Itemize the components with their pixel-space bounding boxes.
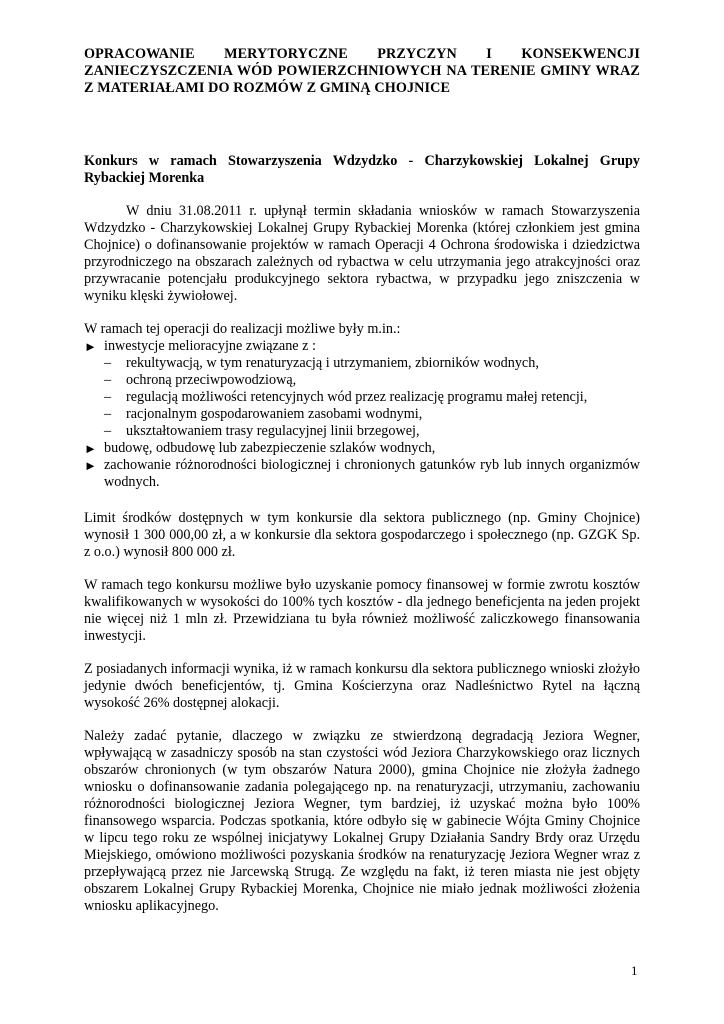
paragraph-limits: Limit środków dostępnych w tym konkursie dla sektora publicznego (np. Gminy Chojnice) wynosił 1 300 000,00 zł, a w konkursie dla sektora gospodarczego i społecznego (np. GZGK Sp. z o.o.) wynosił 800 000 zł. (84, 510, 640, 560)
dash-bullet-icon: – (104, 389, 112, 405)
sub-list-item (84, 423, 640, 440)
list-item (84, 338, 640, 355)
paragraph-deadline: W dniu 31.08.2011 r. upłynął termin składania wniosków w ramach Stowarzyszenia Wdzydzko - Charzykowskiej Lokalnej Grupy Rybackiej Morenka (której członkiem jest gmina Chojnice) o dofinansowanie projektów w ramach Operacji 4 Ochrona środowiska i dziedzictwa przyrodniczego na obszarach zależnych od rybactwa w celu utrzymania jego atrakcyjności oraz przywracanie potencjału produkcyjnego sektora rybactwa, w przypadku jego zniszczenia w wyniku klęski żywiołowej. (84, 203, 640, 304)
list-item (84, 440, 640, 457)
sub-list-item (84, 389, 640, 406)
section-heading: Konkurs w ramach Stowarzyszenia Wdzydzko - Charzykowskiej Lokalnej Grupy Rybackiej Morenka (84, 153, 640, 186)
sub-item-text: rekultywacją, w tym renaturyzacją i utrzymaniem, zbiorników wodnych, (126, 355, 539, 371)
dash-bullet-icon: – (104, 423, 112, 439)
arrow-bullet-icon: ► (84, 458, 97, 473)
dash-bullet-icon: – (104, 406, 112, 422)
arrow-bullet-icon: ► (84, 441, 97, 456)
bullet-text: inwestycje melioracyjne związane z : (104, 338, 316, 354)
sub-list-item (84, 355, 640, 372)
sub-item-text: racjonalnym gospodarowaniem zasobami wodnymi, (126, 406, 423, 422)
sub-item-text: ochroną przeciwpowodziową, (126, 372, 297, 388)
paragraph-applicants: Z posiadanych informacji wynika, iż w ramach konkursu dla sektora publicznego wnioski złożyło jedynie dwóch beneficjentów, tj. Gmina Kościerzyna oraz Nadleśnictwo Rytel na łączną wysokość 26% dostępnej alokacji. (84, 661, 640, 711)
sub-item-text: regulacją możliwości retencyjnych wód przez realizację programu małej retencji, (126, 389, 588, 405)
dash-bullet-icon: – (104, 355, 112, 371)
document-title: OPRACOWANIE MERYTORYCZNE PRZYCZYN I KONSEKWENCJI ZANIECZYSZCZENIA WÓD POWIERZCHNIOWYCH NA TERENIE GMINY WRAZ Z MATERIAŁAMI DO ROZMÓW Z GMINĄ CHOJNICE (84, 46, 640, 96)
list-intro: W ramach tej operacji do realizacji możliwe były m.in.: (84, 321, 401, 337)
dash-bullet-icon: – (104, 372, 112, 388)
arrow-bullet-icon: ► (84, 339, 97, 354)
sub-list-item (84, 372, 640, 389)
paragraph-question: Należy zadać pytanie, dlaczego w związku ze stwierdzoną degradacją Jeziora Wegner, wpływającą w zasadniczy sposób na stan czystości wód Jeziora Charzykowskiego oraz licznych obszarów chronionych (w tym obszarów Natura 2000), gmina Chojnice nie złożyła żadnego wniosku o dofinansowanie zadania polegającego np. na renaturyzacji, utrzymaniu, zachowaniu różnorodności biologicznej Jeziora Wegner, tym bardziej, iż uzyskać można było 100% finansowego wsparcia. Podczas spotkania, które odbyło się w gabinecie Wójta Gminy Chojnice w lipcu tego roku ze wspólnej inicjatywy Lokalnej Grupy Działania Sandry Brdy oraz Urzędu Miejskiego, omówiono możliwości pozyskania środków na renaturyzację Jeziora Wegner wraz z przepływającą przez nie Jarcewską Strugą. Ze względu na fakt, iż teren miasta nie jest objęty obszarem Lokalnej Grupy Rybackiej Morenka, Chojnice nie miało jednak możliwości złożenia wniosku aplikacyjnego. (84, 728, 640, 914)
sub-list-item (84, 406, 640, 423)
paragraph-financing: W ramach tego konkursu możliwe było uzyskanie pomocy finansowej w formie zwrotu kosztów kwalifikowanych w wysokości do 100% tych kosztów - dla jednego beneficjenta na jeden projekt nie więcej niż 1 mln zł. Przewidziana tu była również możliwość zaliczkowego finansowania inwestycji. (84, 577, 640, 644)
list-item (84, 457, 640, 491)
bullet-text: zachowanie różnorodności biologicznej i chronionych gatunków ryb lub innych organizmów wodnych. (104, 457, 640, 490)
page-number: 1 (631, 963, 638, 978)
bullet-text: budowę, odbudowę lub zabezpieczenie szlaków wodnych, (104, 440, 436, 456)
operation-list (84, 338, 640, 491)
sub-item-text: ukształtowaniem trasy regulacyjnej linii brzegowej, (126, 423, 420, 439)
